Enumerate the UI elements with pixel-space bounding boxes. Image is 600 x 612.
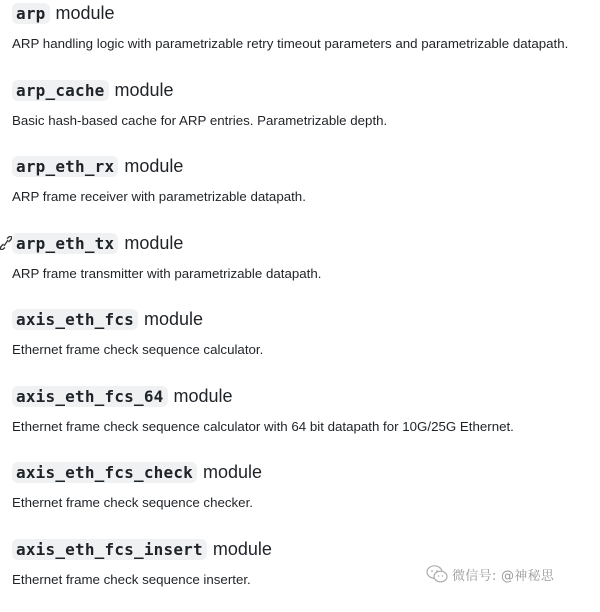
module-description: Basic hash-based cache for ARP entries. Parametrizable depth. (12, 113, 388, 128)
module-description: Ethernet frame check sequence inserter. (12, 572, 251, 587)
module-name: axis_eth_fcs_insert (12, 539, 207, 560)
module-label: module (124, 155, 184, 176)
module-label: module (114, 79, 174, 100)
module-heading (12, 230, 183, 256)
watermark (426, 562, 598, 586)
anchor-link-icon[interactable] (0, 236, 12, 250)
module-heading (12, 459, 262, 485)
module-heading (12, 0, 115, 26)
module-name: arp_cache (12, 80, 109, 101)
module-name: axis_eth_fcs (12, 309, 138, 330)
module-heading (12, 536, 272, 562)
module-heading (12, 383, 233, 409)
module-name: arp_eth_tx (12, 233, 118, 254)
module-description: ARP handling logic with parametrizable retry timeout parameters and parametrizable datapath. (12, 36, 569, 51)
module-section-arp-eth-rx (12, 153, 600, 229)
module-name: axis_eth_fcs_64 (12, 386, 168, 407)
module-description: ARP frame receiver with parametrizable datapath. (12, 189, 306, 204)
module-description: ARP frame transmitter with parametrizable datapath. (12, 266, 322, 281)
module-section-axis-eth-fcs-64 (12, 383, 600, 459)
module-label: module (173, 385, 233, 406)
module-description: Ethernet frame check sequence calculator. (12, 342, 264, 357)
module-section-axis-eth-fcs (12, 306, 600, 382)
module-label: module (55, 2, 115, 23)
wechat-icon (426, 564, 448, 584)
module-name: arp_eth_rx (12, 156, 118, 177)
module-description: Ethernet frame check sequence calculator with 64 bit datapath for 10G/25G Ethernet. (12, 419, 514, 434)
module-heading (12, 306, 203, 332)
module-heading (12, 77, 174, 103)
module-heading (12, 153, 183, 179)
module-label: module (203, 461, 263, 482)
module-section-axis-eth-fcs-check (12, 459, 600, 535)
module-section-arp-eth-tx (12, 230, 600, 306)
module-label: module (124, 232, 184, 253)
watermark-text: 微信号: @神秘思 (452, 568, 555, 584)
module-label: module (144, 308, 204, 329)
module-name: arp (12, 3, 50, 24)
module-name: axis_eth_fcs_check (12, 462, 197, 483)
module-description: Ethernet frame check sequence checker. (12, 495, 253, 510)
module-section-arp (12, 0, 600, 76)
module-section-arp-cache (12, 77, 600, 153)
module-label: module (212, 538, 272, 559)
